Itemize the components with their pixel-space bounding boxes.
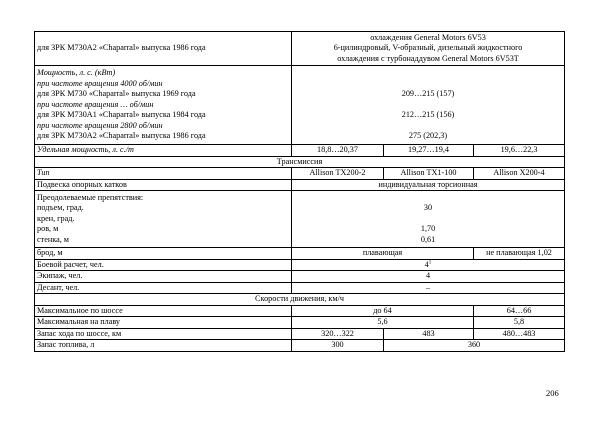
- ford-v1: плавающая: [292, 248, 474, 260]
- specific-power-v3: 19,6…22,3: [474, 145, 565, 157]
- specific-power-v2: 19,27…19,4: [384, 145, 474, 157]
- power-values: [292, 66, 565, 145]
- power-value-3: 275 (202,3): [408, 131, 448, 141]
- obstacle-wall-value: 0,61: [420, 234, 436, 244]
- obstacles-labels: [35, 191, 292, 248]
- suspension-row: [35, 179, 565, 191]
- engine-value-line-1: охлаждения General Motors 6V53: [370, 32, 486, 42]
- engine-value: [292, 32, 565, 66]
- obstacle-ditch: ров, м: [37, 224, 59, 234]
- transmission-v2: Allison TX1-100: [384, 168, 474, 180]
- highway-speed-v2: 64…66: [474, 305, 565, 317]
- crew-value: 4: [292, 271, 565, 283]
- fuel-row: [35, 340, 565, 352]
- transmission-v1: Allison TX200-2: [292, 168, 384, 180]
- crew-label: Экипаж, чел.: [35, 271, 292, 283]
- highway-speed-v1: до 64: [292, 305, 474, 317]
- power-rpm-1: при частоте вращения 4000 об/мин: [37, 78, 163, 88]
- combat-crew-value: [292, 259, 565, 271]
- suspension-label: Подвеска опорных катков: [35, 179, 292, 191]
- power-model-3: для ЗРК M730A2 «Chaparral» выпуска 1986 года: [37, 131, 206, 141]
- water-speed-v1: 5,6: [292, 317, 474, 329]
- combat-crew-number: 4: [424, 259, 429, 269]
- speed-header-row: [35, 294, 565, 306]
- obstacle-ditch-value: 1,70: [420, 224, 436, 234]
- power-rpm-3: при частоте вращения 2800 об/мин: [37, 120, 163, 130]
- obstacle-climb-value: 30: [423, 203, 433, 213]
- power-label: [35, 66, 292, 145]
- fuel-v2: 360: [384, 340, 565, 352]
- range-row: [35, 328, 565, 340]
- transmission-type-label: Тип: [35, 168, 292, 180]
- specific-power-v1: 18,8…20,37: [292, 145, 384, 157]
- speed-header: Скорости движения, км/ч: [35, 294, 565, 306]
- power-value-2: 212…215 (156): [401, 110, 455, 120]
- crew-row: [35, 271, 565, 283]
- range-v1: 320…322: [292, 328, 384, 340]
- engine-row: [35, 32, 565, 66]
- obstacle-wall: стенка, м: [37, 234, 69, 244]
- obstacle-climb: подъем, град.: [37, 203, 84, 213]
- transmission-type-row: [35, 168, 565, 180]
- water-speed-label: Максимальная на плаву: [35, 317, 292, 329]
- suspension-value: индивидуальная торсионная: [292, 179, 565, 191]
- power-title: Мощность, л. с. (кВт): [37, 68, 116, 78]
- transmission-v3: Allison X200-4: [474, 168, 565, 180]
- ford-v2: не плавающая 1,02: [474, 248, 565, 260]
- landing-row: [35, 282, 565, 294]
- engine-value-line-3: охлаждения с турбонаддувом General Motors 6V53T: [337, 53, 519, 63]
- transmission-header: Трансмиссия: [35, 156, 565, 168]
- fuel-v1: 300: [292, 340, 384, 352]
- power-row: [35, 66, 565, 145]
- landing-value: –: [292, 282, 565, 294]
- range-label: Запас хода по шоссе, км: [35, 328, 292, 340]
- ford-label: брод, м: [35, 248, 292, 260]
- range-v3: 480…483: [474, 328, 565, 340]
- footnote-mark: 1: [428, 258, 432, 265]
- water-speed-v2: 5,8: [474, 317, 565, 329]
- highway-speed-label: Максимальное по шоссе: [35, 305, 292, 317]
- power-value-1: 209…215 (157): [401, 89, 455, 99]
- specific-power-label: Удельная мощность, л. с./т: [35, 145, 292, 157]
- range-v2: 483: [384, 328, 474, 340]
- specific-power-row: [35, 145, 565, 157]
- engine-value-line-2: 6-цилиндровый, V-образный, дизельный жидкостного: [333, 43, 523, 53]
- power-rpm-2: при частоте вращения … об/мин: [37, 99, 154, 109]
- ford-row: [35, 248, 565, 260]
- power-model-2: для ЗРК M730A1 «Chaparral» выпуска 1984 года: [37, 110, 206, 120]
- obstacles-title: Преодолеваемые препятствия:: [37, 192, 144, 202]
- combat-crew-row: [35, 259, 565, 271]
- combat-crew-label: Боевой расчет, чел.: [35, 259, 292, 271]
- obstacle-tilt: крен, град.: [37, 213, 75, 223]
- obstacles-row: [35, 191, 565, 248]
- highway-speed-row: [35, 305, 565, 317]
- power-model-1: для ЗРК M730 «Chaparral» выпуска 1969 года: [37, 89, 196, 99]
- page-number: 206: [546, 388, 559, 398]
- engine-label: для ЗРК M730A2 «Chaparral» выпуска 1986 года: [35, 32, 292, 66]
- specs-table: [34, 31, 565, 352]
- landing-label: Десант, чел.: [35, 282, 292, 294]
- water-speed-row: [35, 317, 565, 329]
- obstacles-values: [292, 191, 565, 248]
- transmission-header-row: [35, 156, 565, 168]
- fuel-label: Запас топлива, л: [35, 340, 292, 352]
